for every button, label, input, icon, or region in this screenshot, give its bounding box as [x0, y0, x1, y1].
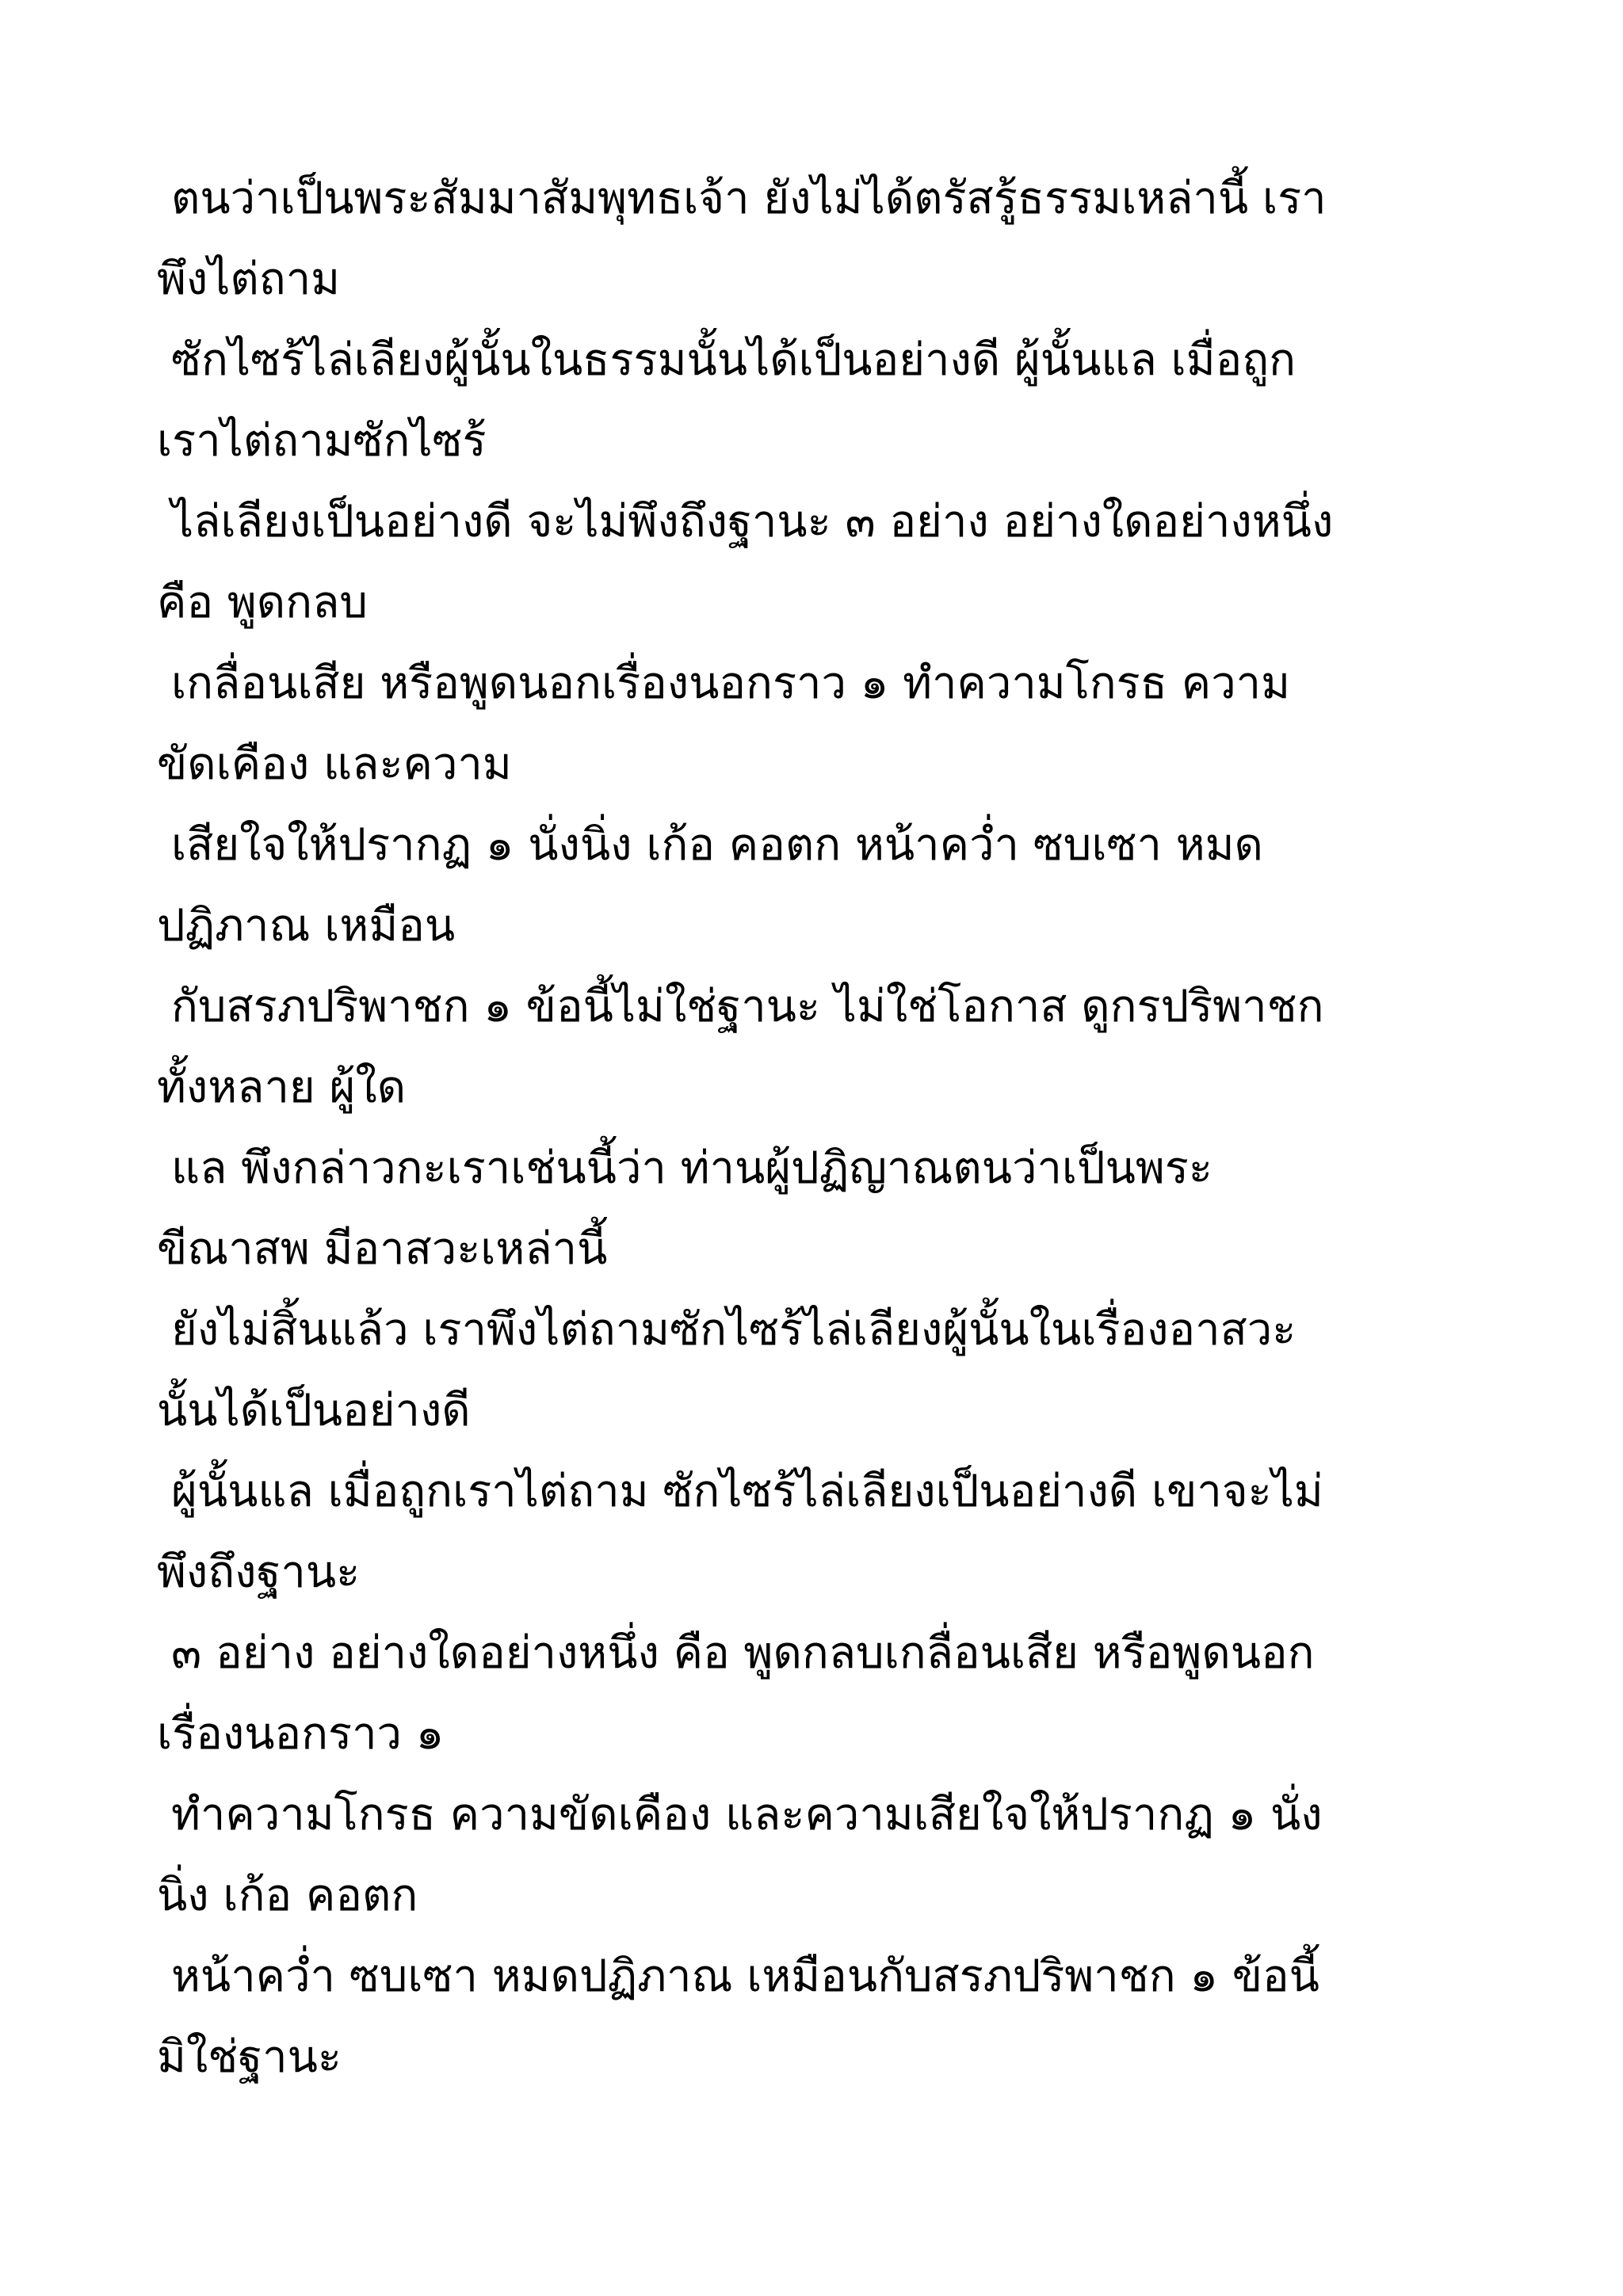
text-line: หน้าคว่ำ ซบเซา หมดปฏิภาณ เหมือนกับสรภปริพาชก ๑ ข้อนี้: [171, 1951, 1319, 2002]
text-line: ทั้งหลาย ผู้ใด: [157, 1062, 407, 1113]
body-text: [157, 158, 1472, 2098]
text-line: ทำความโกรธ ความขัดเคือง และความเสียใจให้ปรากฏ ๑ นั่ง: [171, 1789, 1323, 1840]
text-line: แล พึงกล่าวกะเราเช่นนี้ว่า ท่านผู้ปฏิญาณตนว่าเป็นพระ: [171, 1142, 1212, 1194]
text-line: ขัดเคือง และความ: [157, 738, 512, 790]
text-line: เสียใจให้ปรากฏ ๑ นั่งนิ่ง เก้อ คอตก หน้าคว่ำ ซบเซา หมด: [171, 819, 1263, 871]
text-line: เราไต่ถามซักไซร้: [157, 415, 487, 467]
text-line: นั้นได้เป็นอย่างดี: [157, 1385, 471, 1436]
text-line: ตนว่าเป็นพระสัมมาสัมพุทธเจ้า ยังไม่ได้ตรัสรู้ธรรมเหล่านี้ เรา: [171, 173, 1327, 224]
text-line: กับสรภปริพาชก ๑ ข้อนี้ไม่ใช่ฐานะ ไม่ใช่โอกาส ดูกรปริพาชก: [171, 981, 1324, 1032]
text-line: คือ พูดกลบ: [157, 577, 368, 628]
text-line: ๓ อย่าง อย่างใดอย่างหนึ่ง คือ พูดกลบเกลื่อนเสีย หรือพูดนอก: [171, 1627, 1315, 1679]
text-line: เรื่องนอกราว ๑: [157, 1708, 445, 1760]
text-line: พึงถึงฐานะ: [157, 1547, 361, 1598]
text-line: มิใช่ฐานะ: [157, 2031, 342, 2083]
text-line: ไล่เลียงเป็นอย่างดี จะไม่พึงถึงฐานะ ๓ อย่าง อย่างใดอย่างหนึ่ง: [171, 496, 1334, 547]
text-line: ซักไซร้ไล่เลียงผู้นั้นในธรรมนั้นได้เป็นอย่างดี ผู้นั้นแล เมื่อถูก: [171, 334, 1296, 386]
text-line: พึงไต่ถาม: [157, 254, 341, 305]
text-line: เกลื่อนเสีย หรือพูดนอกเรื่องนอกราว ๑ ทำความโกรธ ความ: [171, 658, 1291, 709]
text-line: ขีณาสพ มีอาสวะเหล่านี้: [157, 1223, 608, 1275]
text-line: ปฏิภาณ เหมือน: [157, 900, 456, 952]
text-line: ยังไม่สิ้นแล้ว เราพึงไต่ถามซักไซร้ไล่เลียงผู้นั้นในเรื่องอาสวะ: [171, 1304, 1296, 1356]
text-line: ผู้นั้นแล เมื่อถูกเราไต่ถาม ซักไซร้ไล่เลียงเป็นอย่างดี เขาจะไม่: [171, 1466, 1323, 1517]
text-line: นิ่ง เก้อ คอตก: [157, 1870, 418, 1921]
